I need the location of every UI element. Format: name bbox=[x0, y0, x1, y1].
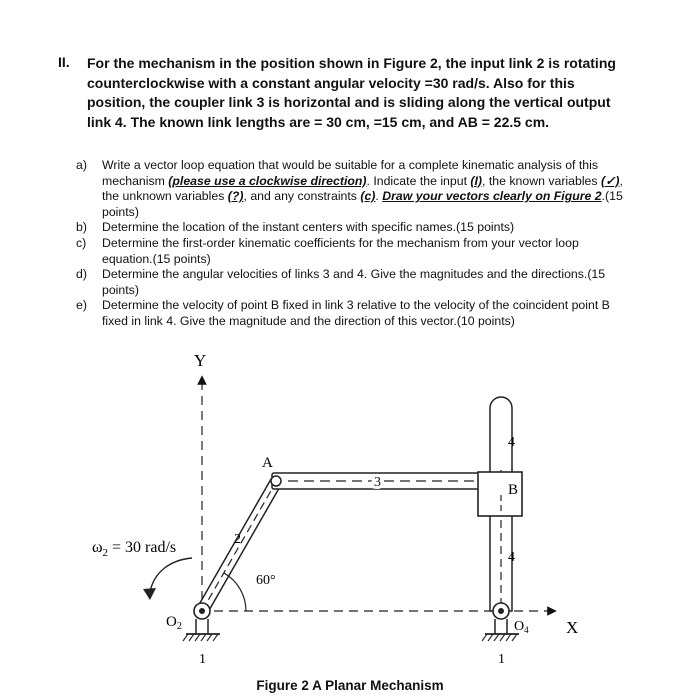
unknown-mark: (?) bbox=[227, 189, 244, 204]
question-parts bbox=[76, 158, 626, 330]
link-3-label: 3 bbox=[374, 475, 381, 490]
mechanism-figure bbox=[0, 340, 700, 665]
angle-label: 60° bbox=[256, 573, 276, 588]
part-b-text: Determine the location of the instant centers with specific names.(15 points) bbox=[102, 220, 515, 235]
part-d bbox=[76, 267, 626, 298]
omega-arrow bbox=[150, 558, 192, 592]
part-b bbox=[76, 220, 626, 236]
part-c-label: c) bbox=[76, 235, 87, 250]
part-d-label: d) bbox=[76, 267, 87, 282]
part-a-t5: , the known variables bbox=[482, 173, 601, 188]
part-a-t1: Write a vector loop equation that would be suitable for a complete kinematic analysis of this mechanism bbox=[102, 158, 599, 188]
link-4-mid-label: 4 bbox=[508, 550, 515, 565]
link-4-top-label: 4 bbox=[508, 435, 515, 450]
draw-vectors-note: Draw your vectors clearly on Figure 2 bbox=[382, 189, 602, 204]
link-3 bbox=[272, 473, 498, 489]
part-e-label: e) bbox=[76, 298, 87, 313]
omega-arrowhead bbox=[143, 588, 156, 600]
part-b-label: b) bbox=[76, 220, 87, 235]
link-2-label: 2 bbox=[234, 532, 241, 547]
pivot-o2 bbox=[183, 603, 220, 641]
problem-number: II. bbox=[58, 54, 70, 70]
known-mark: (✓) bbox=[600, 173, 620, 188]
part-e-text: Determine the velocity of point B fixed in link 3 relative to the velocity of the coincident point B fixed in link 4. Give the magnitude and the direction of this vector.(10 points) bbox=[102, 298, 610, 328]
x-axis-label: X bbox=[566, 618, 579, 637]
joint-a bbox=[271, 476, 281, 486]
part-a-text bbox=[102, 158, 626, 220]
omega-label: $\omega_2 = 30$ rad/s bbox=[92, 539, 177, 559]
part-a-label: a) bbox=[76, 158, 87, 172]
problem-statement: For the mechanism in the position shown in Figure 2, the input link 2 is rotating counterclockwise with a constant angular velocity =30 rad/s. Also for this position, the coupler link 3 is horizontal and is sliding along the vertical output link 4. The known link lengths are = 30 cm, =15 cm, and AB = 22.5 cm. bbox=[87, 55, 616, 130]
pivot-o2-label: $O_2$ bbox=[166, 614, 182, 632]
part-a-t7: , the unknown variables bbox=[102, 173, 623, 204]
point-a-label: A bbox=[262, 455, 273, 471]
part-e bbox=[76, 298, 626, 329]
part-d-text: Determine the angular velocities of links 3 and 4. Give the magnitudes and the directions.(15 points) bbox=[102, 267, 606, 297]
part-a-t13: .(15 points) bbox=[102, 189, 623, 219]
constraint-mark: (c) bbox=[360, 189, 376, 204]
part-c bbox=[76, 236, 626, 267]
point-b-label: B bbox=[508, 482, 519, 498]
part-a bbox=[76, 158, 626, 220]
input-mark: (I) bbox=[470, 173, 483, 188]
ground-1-right: 1 bbox=[498, 652, 505, 665]
part-a-t11: . bbox=[375, 189, 383, 204]
part-c-text: Determine the first-order kinematic coefficients for the mechanism from your vector loop equation.(15 points) bbox=[102, 235, 579, 266]
y-axis-label: Y bbox=[194, 351, 207, 370]
pivot-o4-label: $O_4$ bbox=[514, 619, 529, 635]
ground-1-left: 1 bbox=[199, 652, 206, 665]
part-a-t9: , and any constraints bbox=[243, 189, 361, 204]
clockwise-note: (please use a clockwise direction) bbox=[168, 173, 367, 188]
part-a-t3: . Indicate the input bbox=[366, 173, 471, 188]
figure-caption: Figure 2 A Planar Mechanism bbox=[256, 678, 444, 693]
